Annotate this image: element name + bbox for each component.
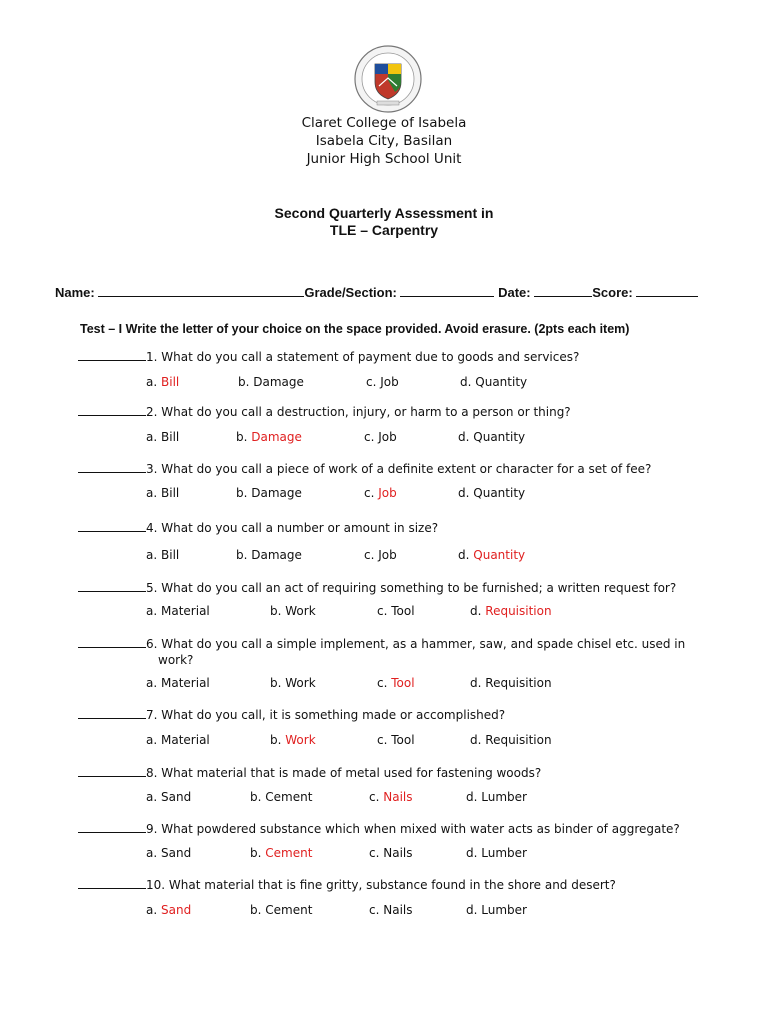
school-unit: Junior High School Unit — [306, 151, 462, 167]
option-d — [460, 375, 527, 389]
option-a — [146, 604, 210, 618]
option-letter: c. — [377, 604, 388, 618]
option-text: Job — [380, 375, 399, 389]
option-letter: c. — [369, 790, 380, 804]
option-text: Bill — [161, 486, 180, 500]
option-b — [250, 790, 312, 804]
option-text: Tool — [391, 733, 415, 747]
question-5 — [78, 580, 728, 596]
option-d — [470, 733, 552, 747]
option-a — [146, 846, 191, 860]
question-text: What do you call a piece of work of a definite extent or character for a set of fee? — [157, 462, 652, 476]
option-letter: a. — [146, 486, 158, 500]
option-d — [466, 903, 527, 917]
options-row — [146, 548, 706, 564]
question-text: What do you call a statement of payment due to goods and services? — [157, 350, 580, 364]
option-d — [466, 790, 527, 804]
option-c — [369, 846, 413, 860]
exam-subject: TLE – Carpentry — [329, 222, 439, 238]
answer-blank[interactable] — [78, 765, 146, 777]
option-text: Material — [161, 604, 210, 618]
option-c — [364, 430, 397, 444]
option-d — [458, 486, 525, 500]
option-letter: a. — [146, 430, 158, 444]
question-text: What do you call a number or amount in size? — [157, 521, 439, 535]
option-c — [369, 790, 413, 804]
option-letter: a. — [146, 676, 158, 690]
question-number: 5. — [146, 581, 158, 595]
option-text: Cement — [265, 790, 313, 804]
option-b — [250, 903, 312, 917]
option-text-correct: Quantity — [473, 548, 526, 562]
student-info-line — [55, 285, 725, 300]
option-b — [238, 375, 304, 389]
options-row — [146, 430, 706, 446]
question-text: What do you call a destruction, injury, or harm to a person or thing? — [157, 405, 571, 419]
question-number: 7. — [146, 708, 158, 722]
option-b — [270, 604, 316, 618]
options-row — [146, 846, 706, 862]
option-letter: b. — [250, 790, 262, 804]
option-b — [270, 676, 316, 690]
option-text: Damage — [251, 486, 302, 500]
option-a — [146, 430, 179, 444]
option-letter: a. — [146, 790, 158, 804]
question-8 — [78, 765, 728, 781]
option-letter: a. — [146, 375, 158, 389]
option-text: Tool — [391, 604, 415, 618]
options-row — [146, 790, 706, 806]
option-text: Lumber — [481, 903, 527, 917]
option-letter: a. — [146, 548, 158, 562]
answer-blank[interactable] — [78, 707, 146, 719]
school-name: Claret College of Isabela — [301, 115, 467, 131]
answer-blank[interactable] — [78, 349, 146, 361]
question-text: What material that is fine gritty, substance found in the shore and desert? — [165, 878, 616, 892]
option-letter: b. — [236, 548, 248, 562]
option-b — [236, 486, 302, 500]
option-letter: c. — [369, 903, 380, 917]
school-seal-logo — [353, 44, 423, 114]
option-text: Requisition — [485, 733, 552, 747]
option-c — [377, 676, 415, 690]
option-text-correct: Work — [285, 733, 316, 747]
options-row — [146, 486, 706, 502]
option-letter: d. — [458, 548, 470, 562]
option-d — [470, 676, 552, 690]
option-text: Quantity — [473, 430, 526, 444]
option-letter: c. — [366, 375, 377, 389]
option-text: Bill — [161, 548, 180, 562]
option-letter: b. — [238, 375, 250, 389]
options-row — [146, 375, 706, 391]
option-letter: b. — [250, 903, 262, 917]
question-2 — [78, 404, 728, 420]
question-number: 8. — [146, 766, 158, 780]
option-b — [250, 846, 312, 860]
option-b — [236, 548, 302, 562]
option-letter: c. — [364, 430, 375, 444]
option-letter: b. — [270, 604, 282, 618]
score-label: Score: — [592, 285, 633, 300]
option-c — [364, 548, 397, 562]
answer-blank[interactable] — [78, 580, 146, 592]
option-letter: c. — [364, 548, 375, 562]
question-number: 2. — [146, 405, 158, 419]
option-a — [146, 790, 191, 804]
option-text: Job — [378, 430, 397, 444]
option-text: Damage — [251, 548, 302, 562]
option-text: Lumber — [481, 846, 527, 860]
option-letter: c. — [364, 486, 375, 500]
option-letter: a. — [146, 604, 158, 618]
option-c — [377, 604, 415, 618]
option-text-correct: Nails — [383, 790, 413, 804]
option-text: Lumber — [481, 790, 527, 804]
option-letter: d. — [460, 375, 472, 389]
option-text: Sand — [161, 846, 192, 860]
option-letter: d. — [458, 486, 470, 500]
option-c — [366, 375, 399, 389]
question-number: 3. — [146, 462, 158, 476]
question-text: What powdered substance which when mixed with water acts as binder of aggregate? — [157, 822, 680, 836]
option-c — [377, 733, 415, 747]
question-1 — [78, 349, 728, 365]
option-letter: d. — [470, 604, 482, 618]
question-text: What do you call an act of requiring something to be furnished; a written request for? — [157, 581, 677, 595]
question-7 — [78, 707, 728, 723]
option-text: Material — [161, 676, 210, 690]
options-row — [146, 903, 706, 919]
question-9 — [78, 821, 728, 837]
option-text: Quantity — [473, 486, 526, 500]
option-letter: a. — [146, 733, 158, 747]
question-number: 4. — [146, 521, 158, 535]
option-letter: b. — [236, 430, 248, 444]
score-blank[interactable] — [636, 285, 698, 297]
test-instructions: Test – I Write the letter of your choice on the space provided. Avoid erasure. (2pts each item) — [80, 322, 630, 336]
question-number: 10. — [146, 878, 166, 892]
option-b — [236, 430, 302, 444]
question-text: What do you call a simple implement, as a hammer, saw, and spade chisel etc. used in — [157, 637, 686, 651]
option-a — [146, 676, 210, 690]
answer-blank[interactable] — [78, 877, 146, 889]
question-text: What material that is made of metal used for fastening woods? — [157, 766, 542, 780]
question-4 — [78, 520, 728, 536]
answer-blank[interactable] — [78, 461, 146, 473]
name-label: Name: — [55, 285, 95, 300]
options-row — [146, 676, 706, 692]
option-letter: d. — [470, 733, 482, 747]
option-d — [470, 604, 552, 618]
options-row — [146, 733, 706, 749]
option-letter: a. — [146, 903, 158, 917]
option-a — [146, 548, 179, 562]
option-c — [364, 486, 397, 500]
answer-blank[interactable] — [78, 520, 146, 532]
option-letter: d. — [466, 903, 478, 917]
option-letter: d. — [466, 846, 478, 860]
option-text: Sand — [161, 790, 192, 804]
question-6 — [78, 636, 728, 668]
option-a — [146, 486, 179, 500]
option-text-correct: Damage — [251, 430, 302, 444]
option-letter: d. — [470, 676, 482, 690]
answer-blank[interactable] — [78, 636, 146, 648]
date-label: Date: — [498, 285, 531, 300]
option-text: Material — [161, 733, 210, 747]
option-text: Work — [285, 676, 316, 690]
date-blank[interactable] — [534, 285, 592, 297]
option-letter: b. — [270, 676, 282, 690]
option-letter: b. — [270, 733, 282, 747]
question-3 — [78, 461, 728, 477]
option-text-correct: Cement — [265, 846, 313, 860]
option-letter: a. — [146, 846, 158, 860]
option-text-correct: Sand — [161, 903, 192, 917]
option-letter: b. — [236, 486, 248, 500]
option-d — [466, 846, 527, 860]
question-text-continued: work? — [158, 653, 194, 667]
option-letter: d. — [466, 790, 478, 804]
option-letter: b. — [250, 846, 262, 860]
question-number: 9. — [146, 822, 158, 836]
option-text-correct: Bill — [161, 375, 180, 389]
option-text: Requisition — [485, 676, 552, 690]
option-a — [146, 903, 191, 917]
option-c — [369, 903, 413, 917]
option-text-correct: Job — [378, 486, 397, 500]
grade-section-label: Grade/Section: — [304, 285, 397, 300]
option-text-correct: Requisition — [485, 604, 552, 618]
option-a — [146, 375, 179, 389]
answer-blank[interactable] — [78, 404, 146, 416]
question-10 — [78, 877, 728, 893]
name-blank[interactable] — [98, 285, 304, 297]
option-letter: c. — [377, 676, 388, 690]
option-text: Job — [378, 548, 397, 562]
option-text-correct: Tool — [391, 676, 415, 690]
option-a — [146, 733, 210, 747]
option-text: Cement — [265, 903, 313, 917]
option-text: Damage — [253, 375, 304, 389]
question-number: 1. — [146, 350, 158, 364]
option-text: Work — [285, 604, 316, 618]
option-d — [458, 430, 525, 444]
exam-title: Second Quarterly Assessment in — [274, 205, 494, 221]
options-row — [146, 604, 706, 620]
option-text: Nails — [383, 846, 413, 860]
school-address: Isabela City, Basilan — [315, 133, 453, 149]
option-text: Quantity — [475, 375, 528, 389]
option-text: Bill — [161, 430, 180, 444]
option-d — [458, 548, 525, 562]
option-letter: c. — [369, 846, 380, 860]
option-letter: d. — [458, 430, 470, 444]
question-number: 6. — [146, 637, 158, 651]
option-b — [270, 733, 316, 747]
answer-blank[interactable] — [78, 821, 146, 833]
grade-section-blank[interactable] — [400, 285, 494, 297]
question-text: What do you call, it is something made or accomplished? — [157, 708, 506, 722]
option-letter: c. — [377, 733, 388, 747]
option-text: Nails — [383, 903, 413, 917]
